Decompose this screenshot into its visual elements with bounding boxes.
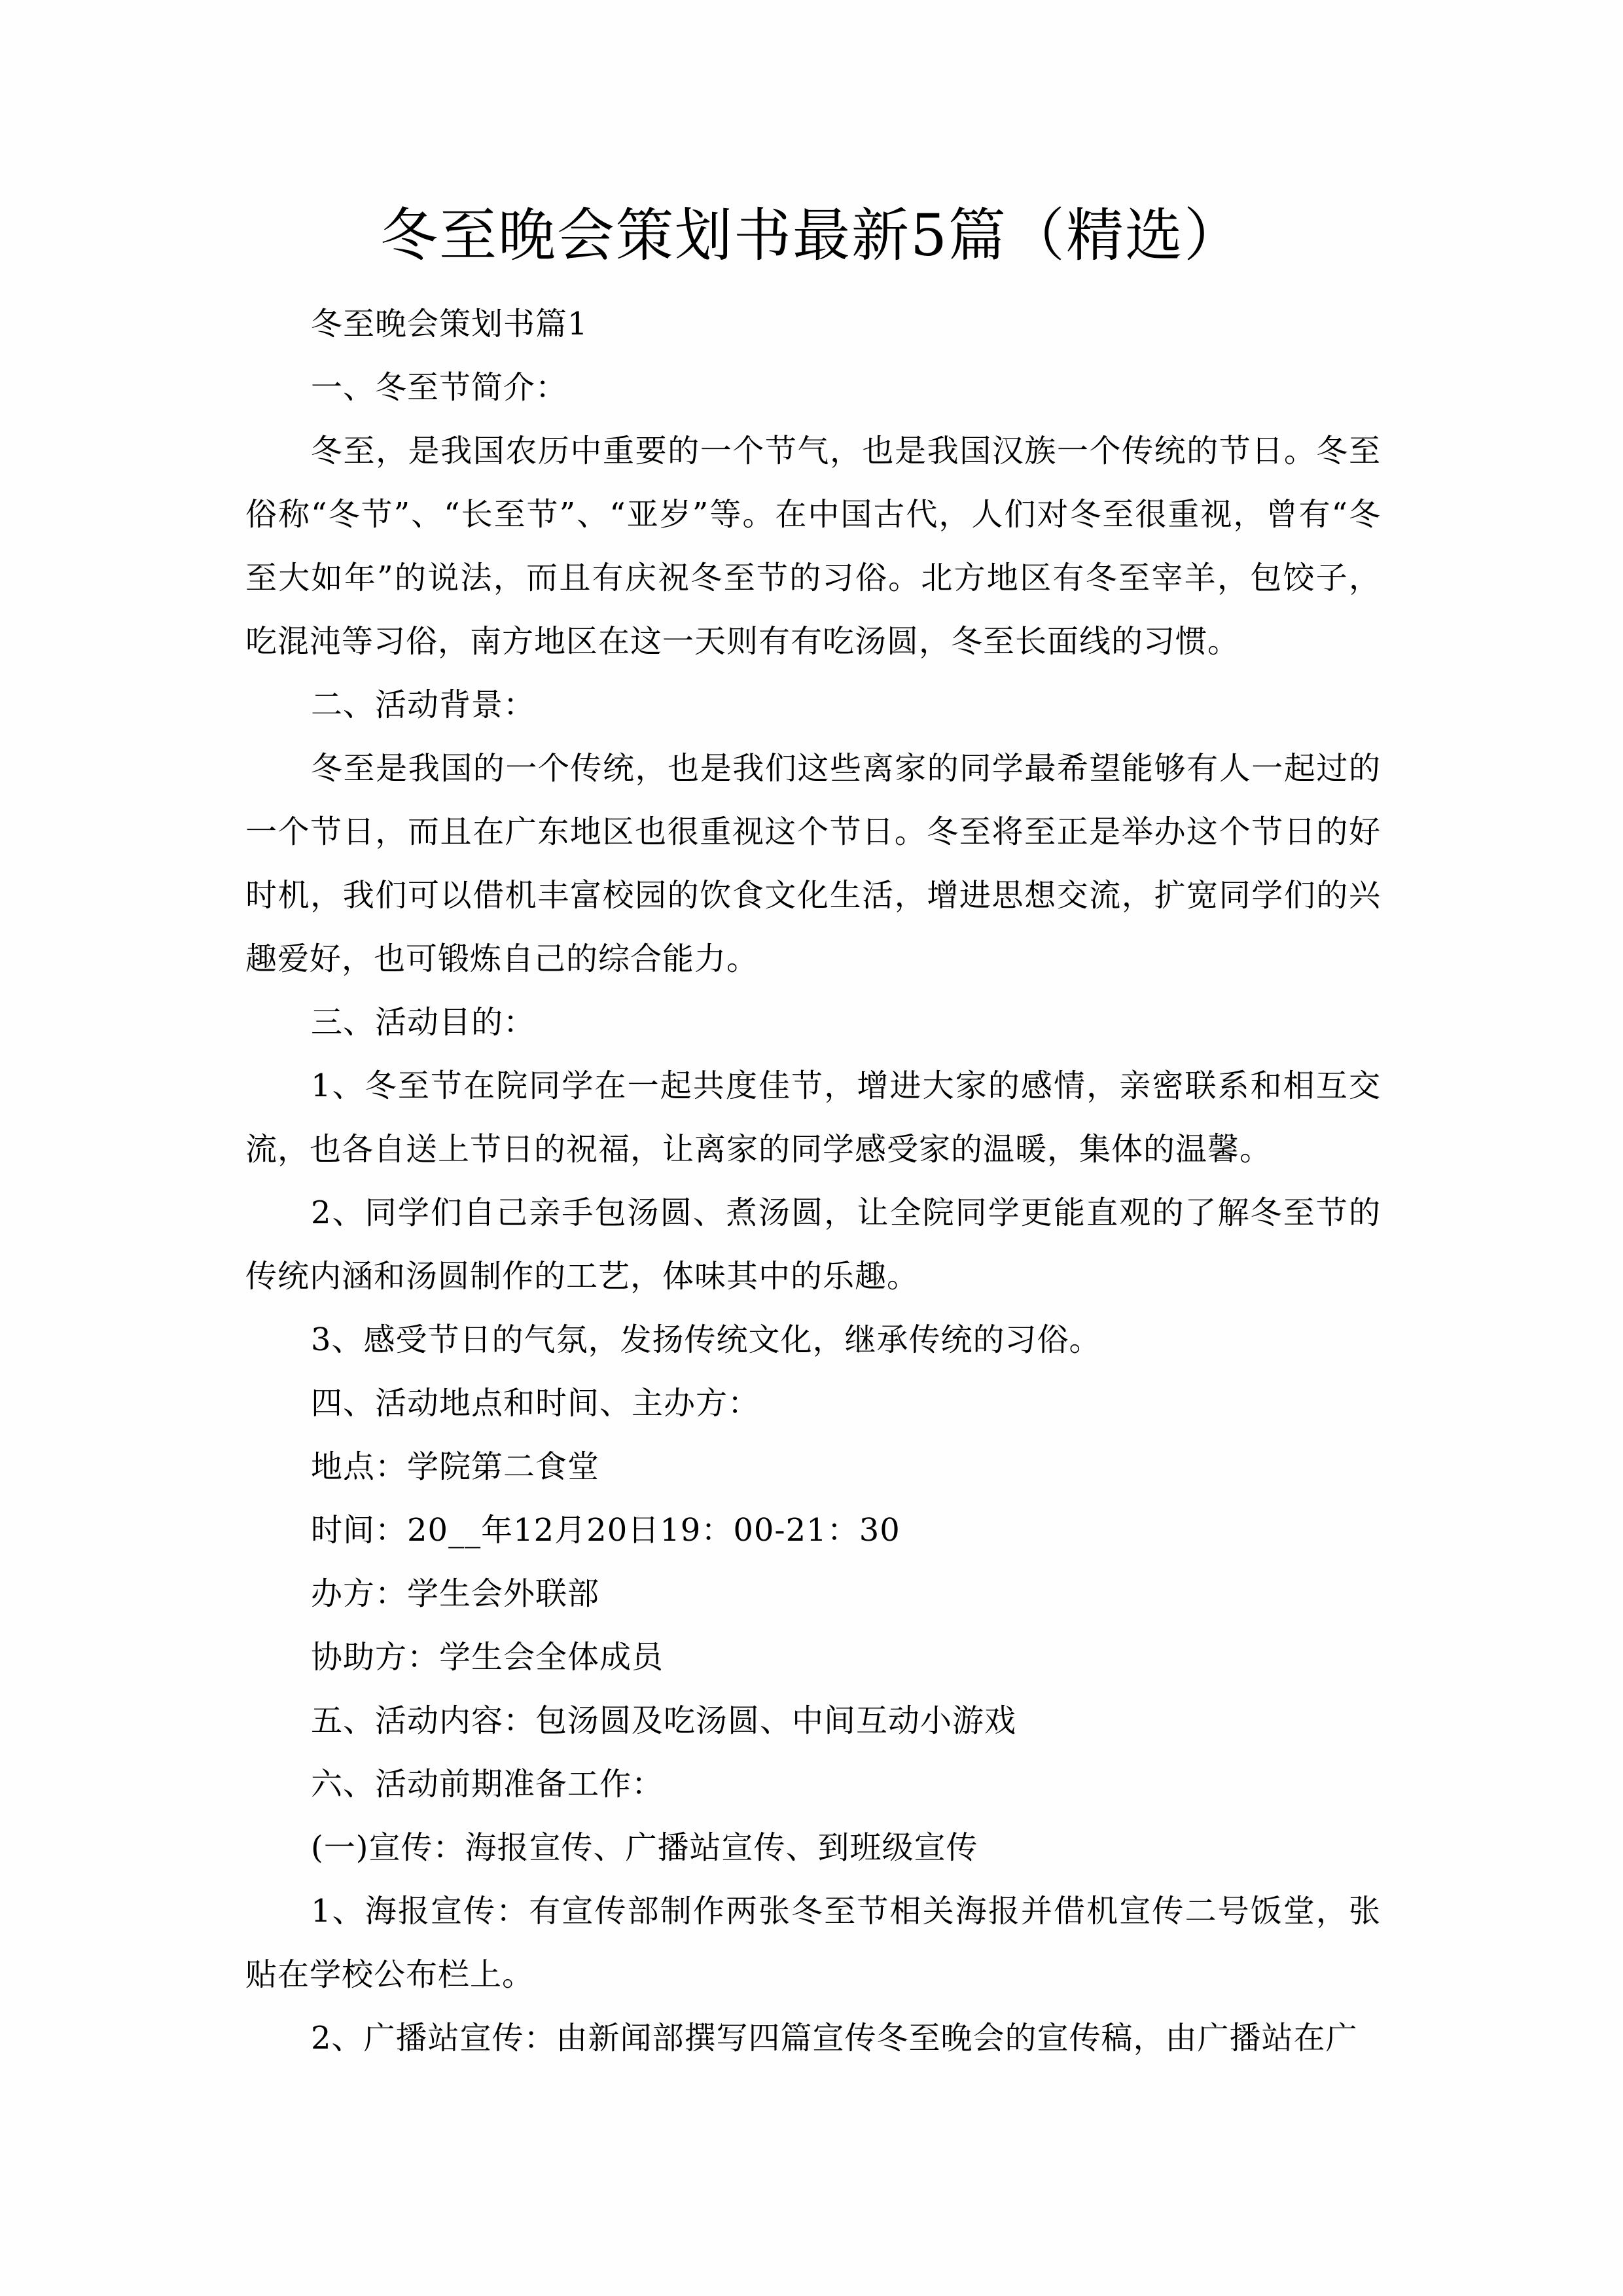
heading-content: 五、活动内容：包汤圆及吃汤圆、中间互动小游戏	[311, 1702, 1017, 1739]
heading-preparation: 六、活动前期准备工作：	[311, 1766, 664, 1803]
time-line: 时间：20__年12月20日19：00-21：30	[311, 1512, 901, 1549]
organizer-line: 办方：学生会外联部	[311, 1575, 600, 1612]
purpose-item-2: 2、同学们自己亲手包汤圆、煮汤圆，让全院同学更能直观的了解冬至节的传统内涵和汤圆制作的工艺，体味其中的乐趣。	[245, 1194, 1381, 1295]
heading-location-time: 四、活动地点和时间、主办方：	[311, 1385, 760, 1422]
purpose-item-3: 3、感受节日的气氛，发扬传统文化，继承传统的习俗。	[311, 1321, 1101, 1358]
heading-background: 二、活动背景：	[311, 687, 536, 723]
location-line: 地点：学院第二食堂	[311, 1448, 600, 1485]
publicity-item-1: 1、海报宣传：有宣传部制作两张冬至节相关海报并借机宣传二号饭堂，张贴在学校公布栏上。	[245, 1893, 1381, 1993]
section-subtitle: 冬至晚会策划书篇1	[311, 306, 588, 342]
heading-intro: 一、冬至节简介：	[311, 369, 568, 406]
publicity-item-2: 2、广播站宣传：由新闻部撰写四篇宣传冬至晚会的宣传稿，由广播站在广	[311, 2020, 1358, 2056]
publicity-line: (一)宣传：海报宣传、广播站宣传、到班级宣传	[311, 1829, 978, 1866]
co-organizer-line: 协助方：学生会全体成员	[311, 1639, 664, 1676]
document-title: 冬至晚会策划书最新5篇（精选）	[380, 202, 1243, 269]
paragraph-background: 冬至是我国的一个传统，也是我们这些离家的同学最希望能够有人一起过的一个节日，而且在广东地区也很重视这个节日。冬至将至正是举办这个节日的好时机，我们可以借机丰富校园的饮食文化生活，增进思想交流，扩宽同学们的兴趣爱好，也可锻炼自己的综合能力。	[245, 750, 1381, 977]
purpose-item-1: 1、冬至节在院同学在一起共度佳节，增进大家的感情，亲密联系和相互交流，也各自送上节日的祝福，让离家的同学感受家的温暖，集体的温馨。	[245, 1067, 1381, 1168]
heading-purpose: 三、活动目的：	[311, 1004, 536, 1041]
document-body	[245, 293, 1381, 2070]
paragraph-intro: 冬至，是我国农历中重要的一个节气，也是我国汉族一个传统的节日。冬至俗称“冬节”、“长至节”、“亚岁”等。在中国古代，人们对冬至很重视，曾有“冬至大如年”的说法，而且有庆祝冬至节的习俗。北方地区有冬至宰羊，包饺子，吃混沌等习俗，南方地区在这一天则有有吃汤圆，冬至长面线的习惯。	[245, 433, 1381, 660]
